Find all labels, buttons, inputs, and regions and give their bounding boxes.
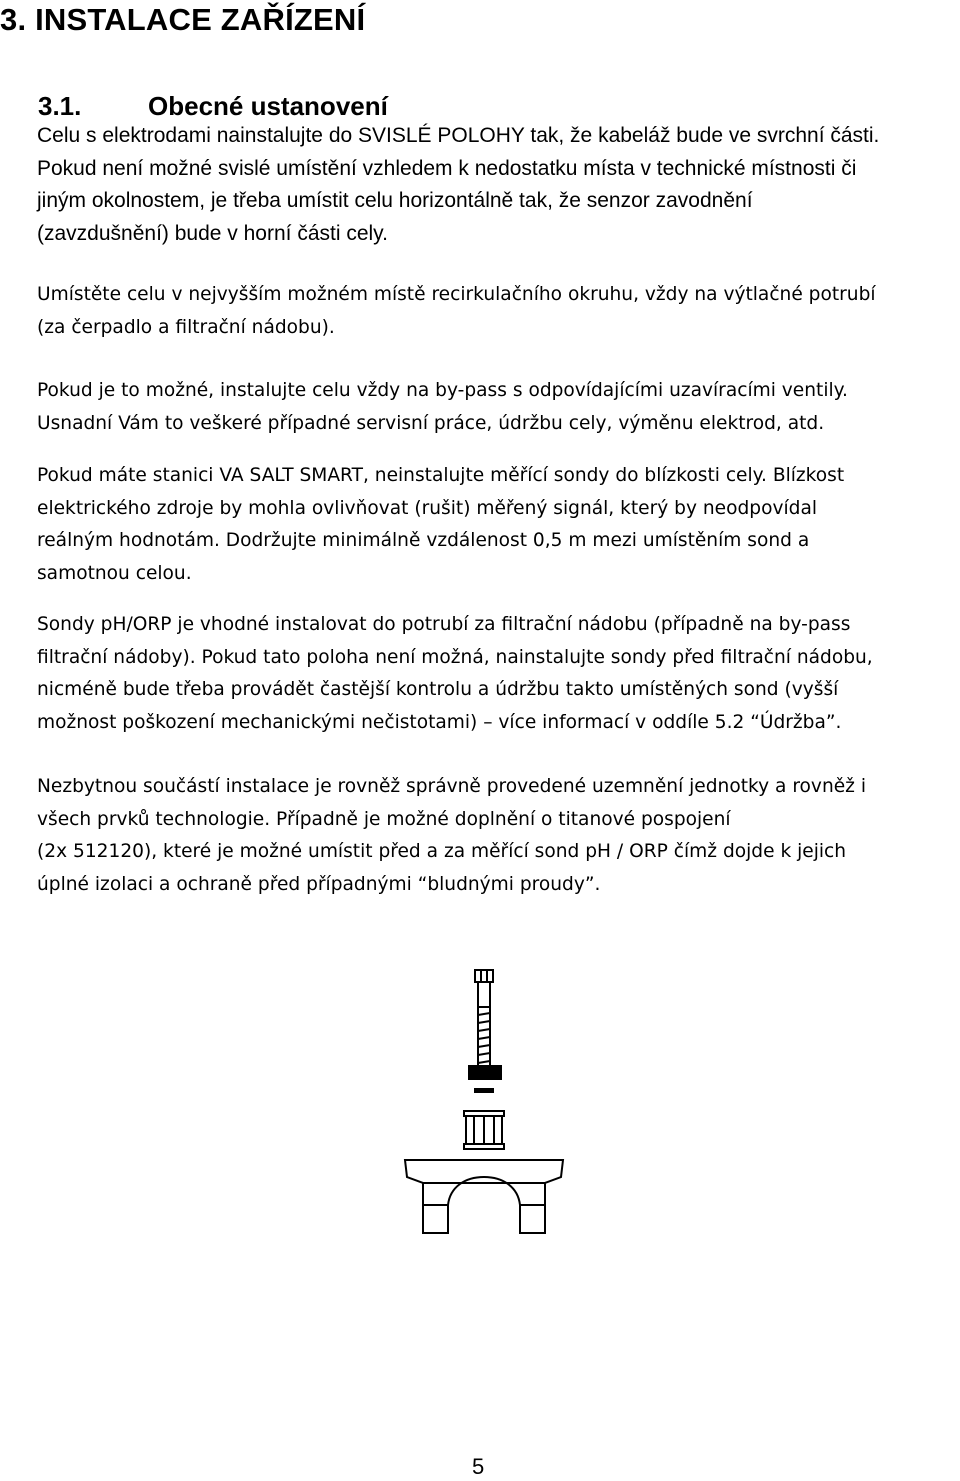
text-line: možnost poškození mechanickými nečistotami) – více informací v oddíle 5.2 “Údržba”. (37, 711, 842, 733)
paragraph-bypass (37, 375, 957, 440)
text-line: jiným okolnostem, je třeba umístit celu horizontálně tak, že senzor zavodnění (37, 189, 753, 212)
text-line: Umístěte celu v nejvyšším možném místě recirkulačního okruhu, vždy na výtlačné potrubí (37, 284, 876, 305)
grounding-clamp-icon (395, 965, 575, 1255)
subsection-number: 3.1. (38, 91, 82, 121)
text-line: Pokud máte stanici VA SALT SMART, neinstalujte měřící sondy do blízkosti cely. Blízkost (37, 465, 845, 486)
paragraph-probes (37, 609, 957, 739)
subsection-title: Obecné ustanovení (148, 91, 388, 121)
text-line: Pokud není možné svislé umístění vzhledem k nedostatku místa v technické místnosti či (37, 156, 857, 180)
text-line: (2x 512120), které je možné umístit před a za měřící sond pH / ORP čímž dojde k jejich (37, 841, 847, 862)
subsection-heading (38, 91, 388, 122)
section-heading: 3. INSTALACE ZAŘÍZENÍ (0, 2, 366, 37)
text-line: Nezbytnou součástí instalace je rovněž správně provedené uzemnění jednotky a rovněž i (37, 776, 867, 797)
text-line: Sondy pH/ORP je vhodné instalovat do potrubí za filtrační nádobu (případně na by-pass (37, 614, 851, 635)
paragraph-grounding (37, 771, 957, 901)
paragraph-placement (37, 279, 957, 344)
paragraph-salt-smart (37, 460, 957, 590)
text-line: reálným hodnotám. Dodržujte minimálně vzdálenost 0,5 m mezi umístěním sond a (37, 530, 810, 551)
text-line: elektrického zdroje by mohla ovlivňovat (rušit) měřený signál, který by neodpovídal (37, 497, 818, 519)
text-line: Usnadní Vám to veškeré případné servisní práce, údržbu cely, výměnu elektrod, atd. (37, 412, 825, 434)
grounding-clamp-drawing (395, 965, 575, 1255)
text-line: (zavzdušnění) bude v horní části cely. (37, 221, 388, 245)
paragraph-orientation (37, 120, 957, 250)
text-line: Celu s elektrodami nainstalujte do SVISLÉ POLOHY tak, že kabeláž bude ve svrchní části. (37, 124, 880, 147)
text-line: samotnou celou. (37, 562, 192, 584)
text-line: všech prvků technologie. Případně je možné doplnění o titanové pospojení (37, 808, 731, 830)
text-line: Pokud je to možné, instalujte celu vždy na by-pass s odpovídajícími uzavíracími ventily. (37, 380, 848, 401)
text-line: (za čerpadlo a filtrační nádobu). (37, 316, 335, 338)
text-line: nicméně bude třeba provádět častější kontrolu a údržbu takto umístěných sond (vyšší (37, 679, 839, 700)
page-number: 5 (472, 1454, 485, 1479)
text-line: filtrační nádoby). Pokud tato poloha není možná, nainstalujte sondy před filtrační nádobu, (37, 646, 873, 668)
text-line: úplné izolaci a ochraně před případnými “bludnými proudy”. (37, 873, 601, 895)
